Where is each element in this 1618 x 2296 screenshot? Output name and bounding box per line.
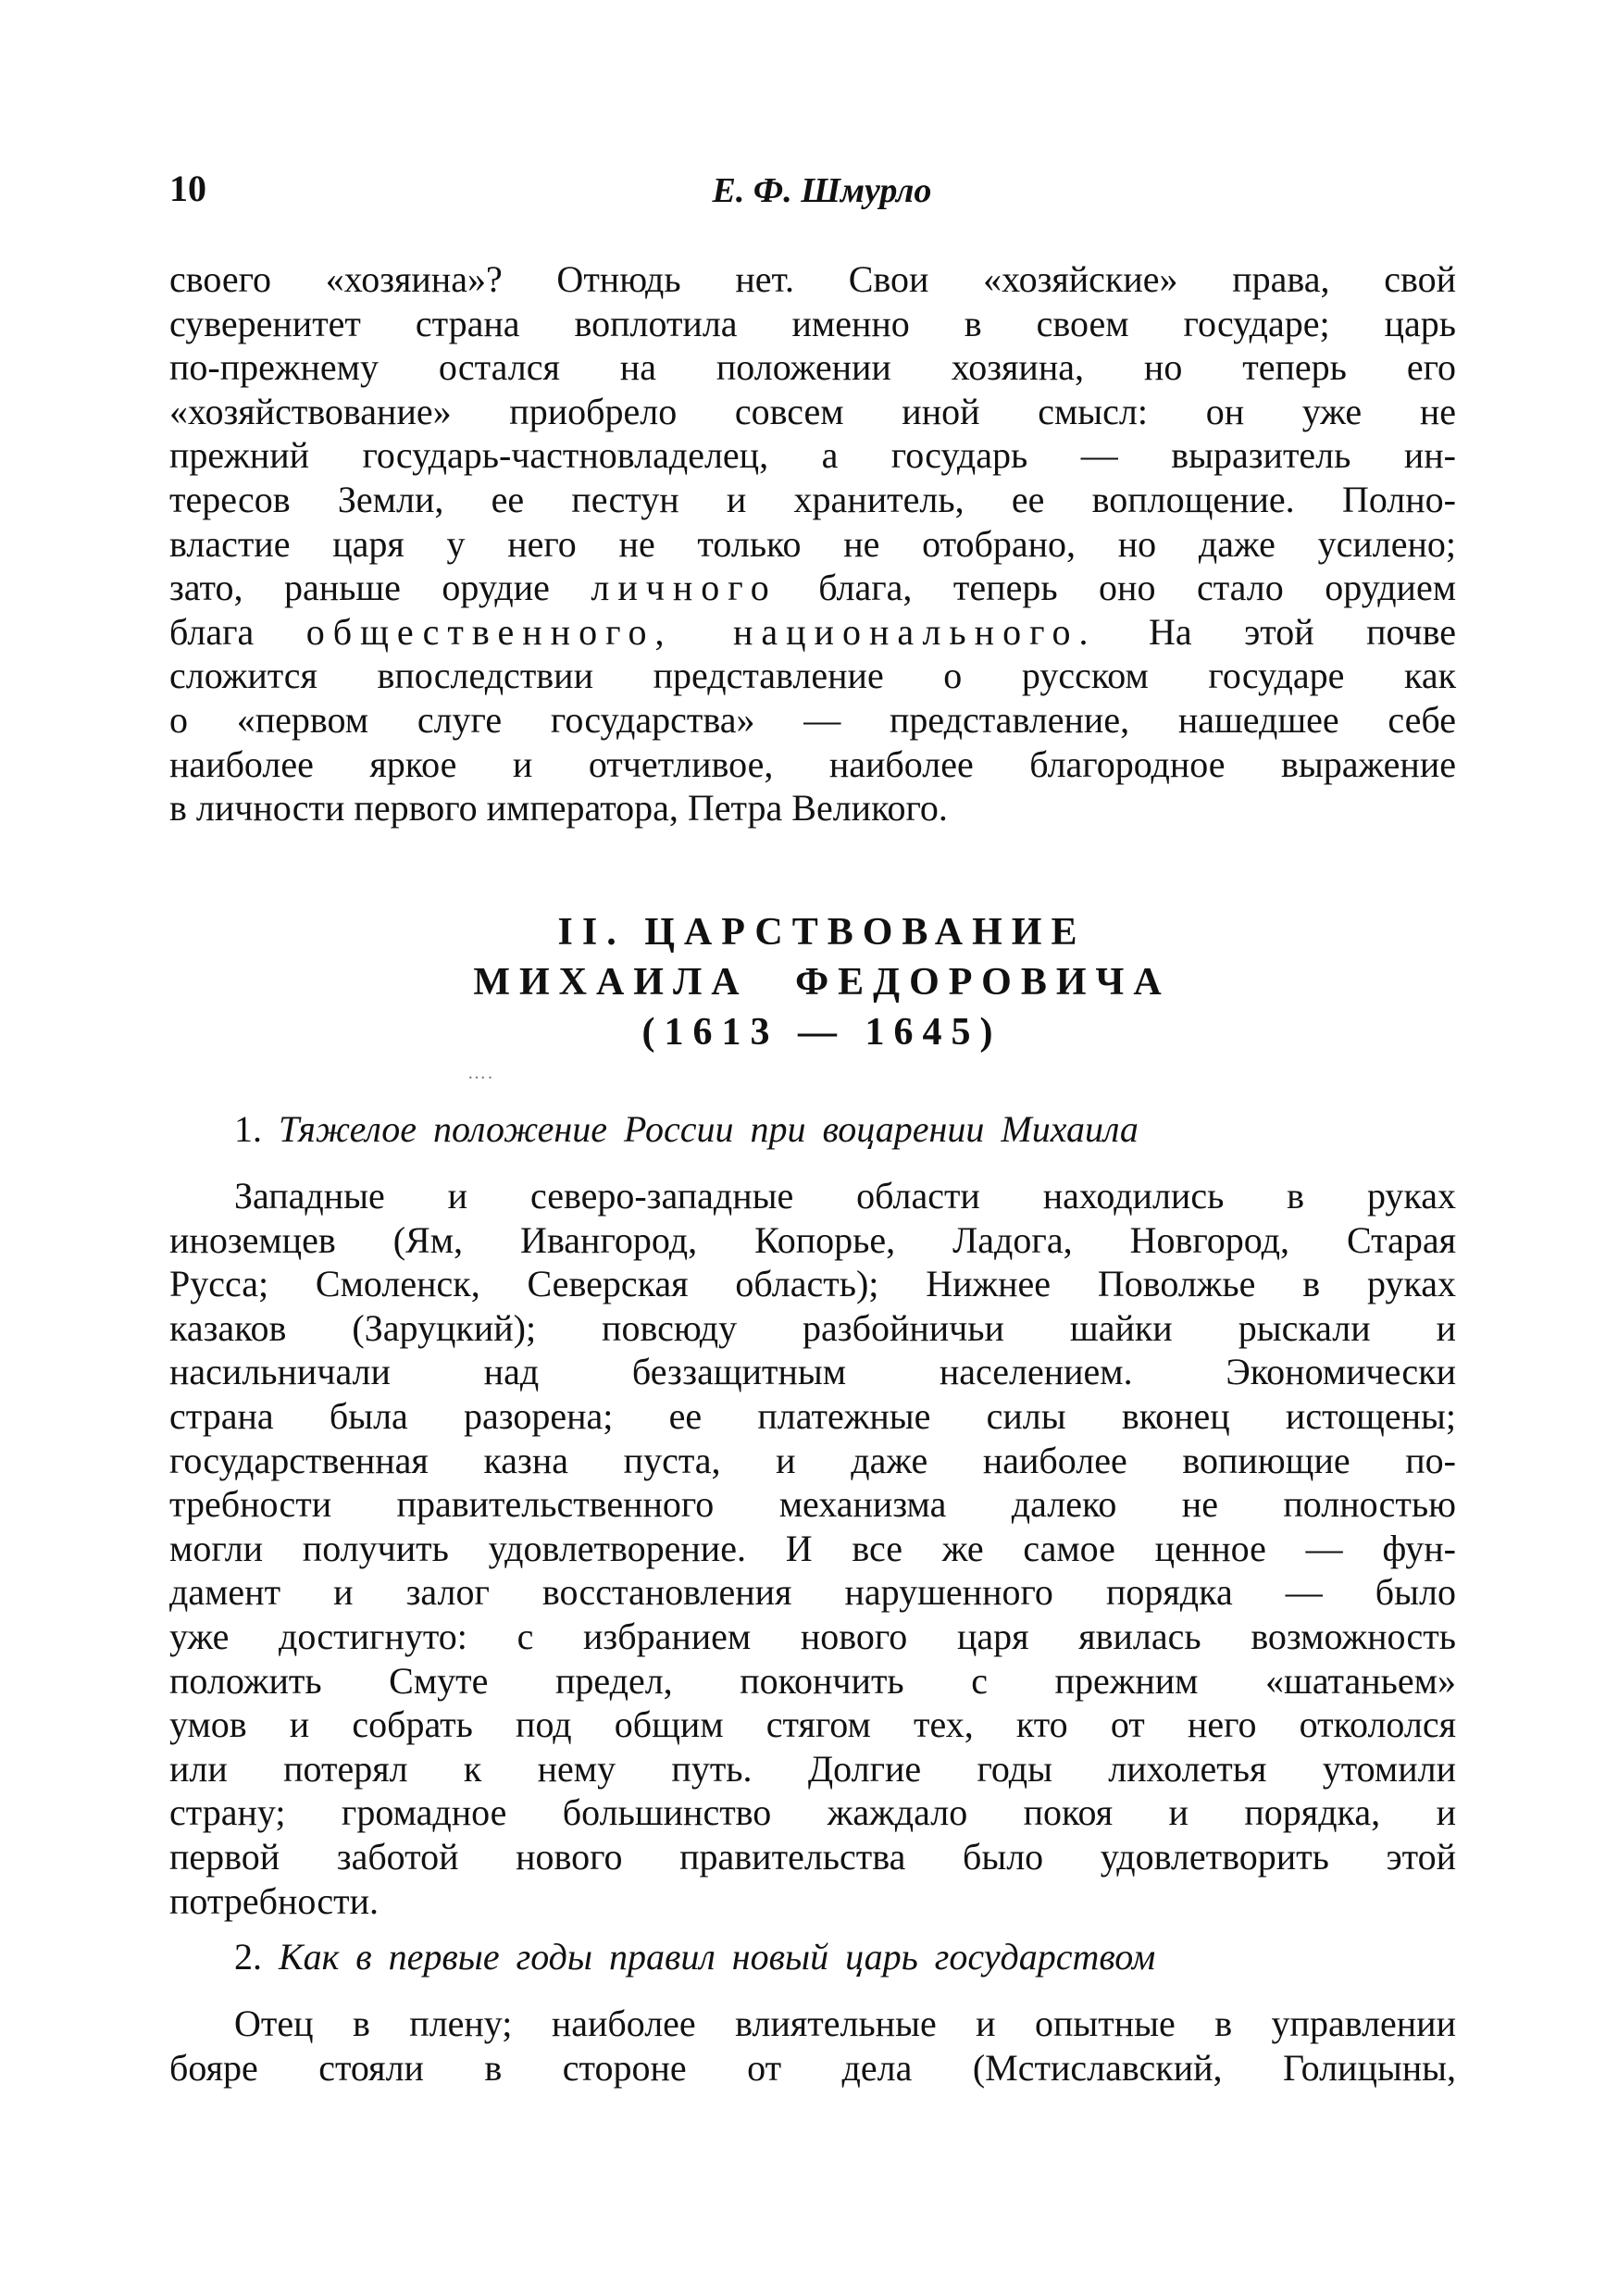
text-line: страна была разорена; ее платежные силы вконец истощены; bbox=[169, 1394, 1456, 1437]
text-line: по-прежнему остался на положении хозяина, но теперь его bbox=[169, 346, 1456, 389]
text-line: могли получить удовлетворение. И все же самое ценное — фун- bbox=[169, 1527, 1456, 1569]
running-title-author: Е. Ф. Шмурло bbox=[712, 171, 932, 210]
text-line-mixed bbox=[169, 610, 1456, 655]
intro-paragraph-text bbox=[169, 257, 1456, 830]
chapter-title-years: (1613 — 1645) bbox=[641, 1011, 1002, 1054]
text-line: иноземцев (Ям, Ивангород, Копорье, Ладога, Новгород, Старая bbox=[169, 1218, 1456, 1261]
text-line-mixed bbox=[169, 566, 1456, 610]
section-1-title: Тяжелое положение России при воцарении Михаила bbox=[279, 1108, 1139, 1150]
text-line: наиболее яркое и отчетливое, наиболее благородное выражение bbox=[169, 742, 1456, 785]
text-line: Отец в плену; наиболее влиятельные и опытные в управлении bbox=[234, 2003, 1456, 2044]
text-line: тересов Земли, ее пестун и хранитель, ее воплощение. Полно- bbox=[169, 478, 1456, 520]
text-line: своего «хозяина»? Отнюдь нет. Свои «хозяйские» права, свой bbox=[169, 258, 1456, 300]
section-1-text bbox=[169, 1174, 1456, 1923]
section-1-paragraph bbox=[169, 1174, 1456, 1923]
text-line: страну; громадное большинство жаждало покоя и порядка, и bbox=[169, 1791, 1456, 1834]
text-line: Русса; Смоленск, Северская область); Нижнее Поволжье в руках bbox=[169, 1263, 1456, 1305]
text-line: или потерял к нему путь. Долгие годы лихолетья утомили bbox=[169, 1747, 1456, 1790]
section-1-heading bbox=[234, 1107, 1139, 1151]
section-2-text bbox=[169, 2002, 1456, 2090]
text-line: положить Смуте предел, покончить с прежним «шатаньем» bbox=[169, 1659, 1456, 1702]
text-line: уже достигнуто: с избранием нового царя явилась возможность bbox=[169, 1615, 1456, 1657]
text-fragment: зато, раньше орудие bbox=[169, 567, 550, 609]
text-line: «хозяйствование» приобрело совсем иной смысл: он уже не bbox=[169, 390, 1456, 432]
text-line: о «первом слуге государства» — представление, нашедшее себе bbox=[169, 698, 1456, 741]
section-2-paragraph bbox=[169, 2002, 1456, 2090]
chapter-title-line-1: II. ЦАРСТВОВАНИЕ bbox=[557, 911, 1087, 954]
text-fragment: блага bbox=[169, 610, 255, 653]
text-line: в личности первого императора, Петра Великого. bbox=[169, 787, 948, 830]
text-line: требности правительственного механизма далеко не полностью bbox=[169, 1483, 1456, 1526]
text-line: дамент и залог восстановления нарушенного порядка — было bbox=[169, 1571, 1456, 1614]
section-2-number: 2. bbox=[234, 1936, 262, 1978]
text-line: сложится впоследствии представление о русском государе как bbox=[169, 655, 1456, 697]
intro-paragraph bbox=[169, 257, 1456, 830]
text-line: насильничали над беззащитным населением. Экономически bbox=[169, 1351, 1456, 1393]
text-line: суверенитет страна воплотила именно в своем государе; царь bbox=[169, 302, 1456, 344]
text-line: государственная казна пуста, и даже наиболее вопиющие по- bbox=[169, 1439, 1456, 1481]
section-2-heading bbox=[234, 1935, 1155, 1978]
text-line: потребности. bbox=[169, 1879, 379, 1922]
text-line: казаков (Заруцкий); повсюду разбойничьи шайки рыскали и bbox=[169, 1306, 1456, 1349]
text-line: прежний государь-частновладелец, а государь — выразитель ин- bbox=[169, 434, 1456, 477]
section-2-title: Как в первые годы правил новый царь государством bbox=[279, 1936, 1156, 1978]
text-line: умов и собрать под общим стягом тех, кто от него откололся bbox=[169, 1703, 1456, 1746]
ornament-dots: …. bbox=[467, 1063, 494, 1083]
text-fragment: На этой почве bbox=[1148, 610, 1456, 653]
text-line: бояре стояли в стороне от дела (Мстиславский, Голицыны, bbox=[169, 2046, 1456, 2089]
page-number: 10 bbox=[169, 168, 206, 209]
chapter-title bbox=[169, 907, 1456, 1057]
emphasized-word: личного bbox=[591, 567, 778, 609]
emphasized-phrase: общественного, национального. bbox=[305, 610, 1097, 653]
text-line: властие царя у него не только не отобрано, но даже усилено; bbox=[169, 522, 1456, 565]
text-line: первой заботой нового правительства было удовлетворить этой bbox=[169, 1835, 1456, 1878]
text-line: Западные и северо-западные области находились в руках bbox=[234, 1175, 1456, 1217]
chapter-title-line-2: МИХАИЛА ФЕДОРОВИЧА bbox=[473, 961, 1171, 1004]
text-fragment: блага, теперь оно стало орудием bbox=[818, 567, 1457, 609]
running-header bbox=[169, 167, 1456, 222]
section-1-number: 1. bbox=[234, 1108, 262, 1150]
